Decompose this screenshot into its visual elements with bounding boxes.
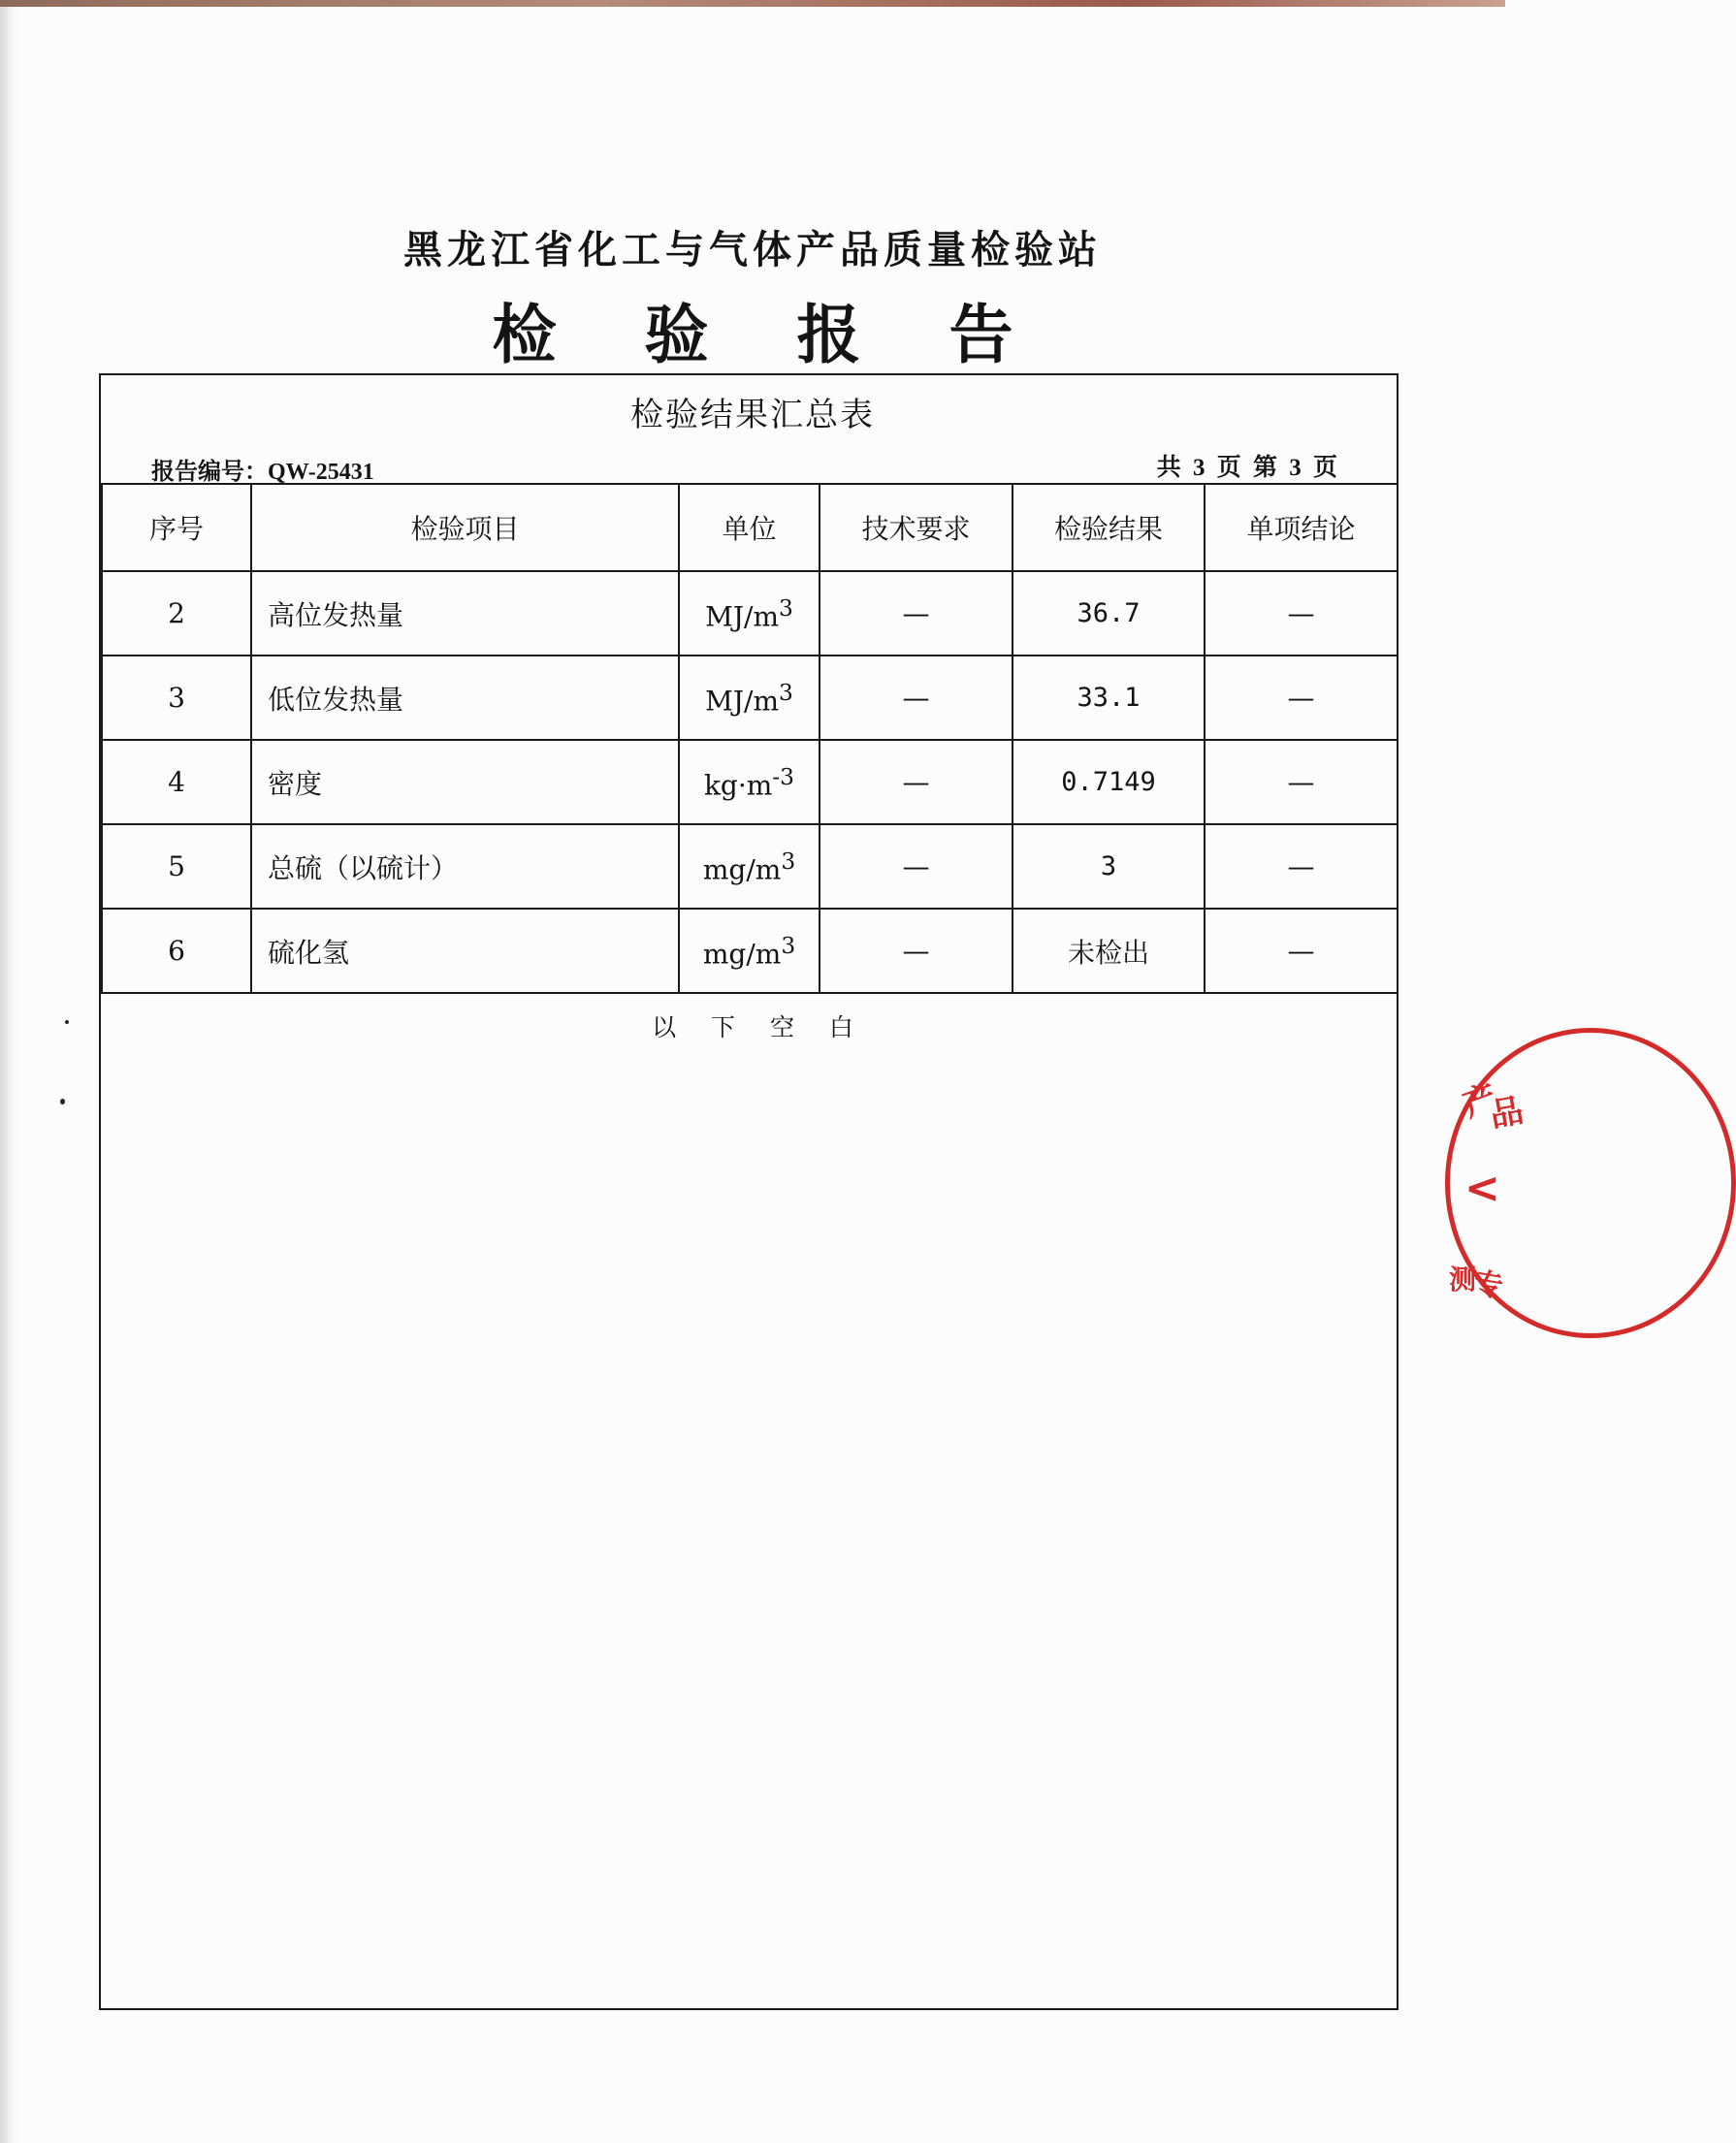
row-requirement: — xyxy=(820,656,1013,740)
row-conclusion: — xyxy=(1205,824,1398,909)
row-item: 总硫（以硫计） xyxy=(251,824,679,909)
table-row xyxy=(102,571,1398,656)
row-requirement: — xyxy=(820,571,1013,656)
unit-base: kg·m xyxy=(703,769,773,802)
unit-base: MJ/m xyxy=(705,685,780,718)
row-item: 高位发热量 xyxy=(251,571,679,656)
row-item: 低位发热量 xyxy=(251,656,679,740)
row-unit xyxy=(679,824,820,909)
table-row xyxy=(102,824,1398,909)
row-result: 0.7149 xyxy=(1013,740,1205,824)
unit-base: MJ/m xyxy=(705,600,780,633)
row-result: 未检出 xyxy=(1013,909,1205,993)
row-result: 3 xyxy=(1013,824,1205,909)
unit-exponent: 3 xyxy=(781,931,796,959)
unit-base: mg/m xyxy=(702,853,782,886)
table-row xyxy=(102,656,1398,740)
row-no: 3 xyxy=(102,656,251,740)
header-item: 检验项目 xyxy=(251,484,679,571)
report-title: 检 验 报 告 xyxy=(492,297,1046,372)
row-unit xyxy=(679,571,820,656)
row-item: 硫化氢 xyxy=(251,909,679,993)
unit-base: mg/m xyxy=(702,938,782,971)
header-requirement: 技术要求 xyxy=(820,484,1013,571)
unit-exponent: 3 xyxy=(781,847,796,875)
report-number-value: QW-25431 xyxy=(268,460,374,485)
header-conclusion: 单项结论 xyxy=(1205,484,1398,571)
header-result: 检验结果 xyxy=(1013,484,1205,571)
page-info: 共 3 页 第 3 页 xyxy=(1156,455,1340,481)
row-requirement: — xyxy=(820,740,1013,824)
seal-char: 产 xyxy=(1458,1077,1503,1126)
table-title: 检验结果汇总表 xyxy=(630,396,875,434)
seal-char: 专 xyxy=(1470,1265,1506,1305)
row-requirement: — xyxy=(820,824,1013,909)
seal-char: < xyxy=(1464,1164,1500,1213)
table-row xyxy=(102,740,1398,824)
seal-char: 测 xyxy=(1449,1263,1477,1295)
unit-exponent: -3 xyxy=(772,762,795,790)
row-no: 2 xyxy=(102,571,251,656)
row-unit xyxy=(679,740,820,824)
header-unit: 单位 xyxy=(679,484,820,571)
results-table xyxy=(101,483,1398,994)
unit-exponent: 3 xyxy=(779,678,793,706)
table-row xyxy=(102,909,1398,993)
official-seal-fragment xyxy=(1445,1028,1527,1348)
report-number xyxy=(151,452,374,486)
scan-top-edge xyxy=(0,0,1505,7)
row-conclusion: — xyxy=(1205,909,1398,993)
row-unit xyxy=(679,909,820,993)
row-conclusion: — xyxy=(1205,571,1398,656)
seal-char: 品 xyxy=(1487,1091,1527,1135)
row-conclusion: — xyxy=(1205,740,1398,824)
scan-speck xyxy=(65,1020,69,1024)
row-no: 5 xyxy=(102,824,251,909)
row-item: 密度 xyxy=(251,740,679,824)
row-result: 33.1 xyxy=(1013,656,1205,740)
unit-exponent: 3 xyxy=(779,593,793,622)
row-result: 36.7 xyxy=(1013,571,1205,656)
institute-name: 黑龙江省化工与气体产品质量检验站 xyxy=(403,227,1102,272)
table-header-row xyxy=(102,484,1398,571)
row-unit xyxy=(679,656,820,740)
blank-below-note: 以 下 空 白 xyxy=(652,1013,867,1041)
scan-speck xyxy=(60,1099,65,1104)
header-no: 序号 xyxy=(102,484,251,571)
row-conclusion: — xyxy=(1205,656,1398,740)
row-requirement: — xyxy=(820,909,1013,993)
report-number-label: 报告编号： xyxy=(151,460,268,485)
row-no: 6 xyxy=(102,909,251,993)
row-no: 4 xyxy=(102,740,251,824)
